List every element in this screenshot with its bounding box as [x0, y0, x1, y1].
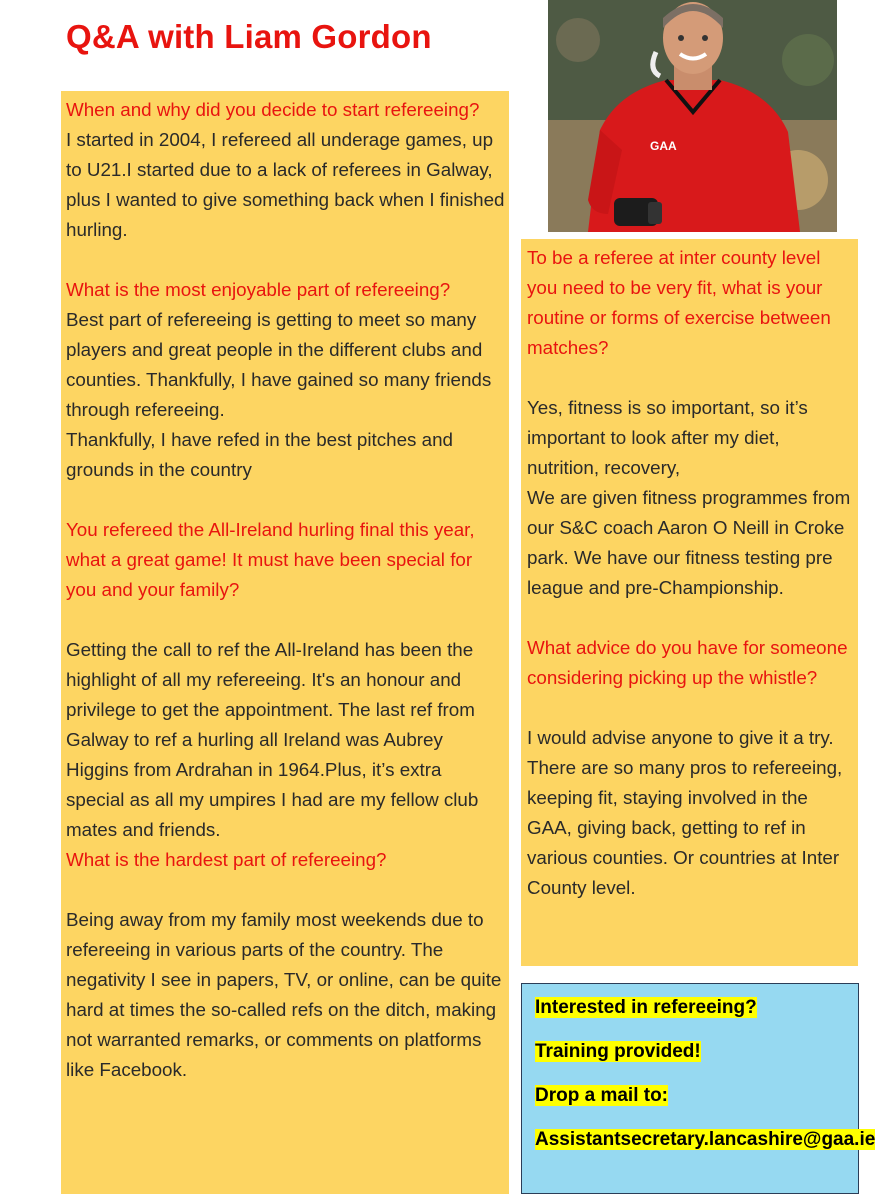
promo-line-interested: Interested in refereeing? [535, 997, 757, 1018]
referee-photo [548, 0, 837, 232]
question-advice: What advice do you have for someone considering picking up the whistle? [527, 637, 848, 688]
contact-email[interactable]: Assistantsecretary.lancashire@gaa.ie [535, 1129, 876, 1150]
page-title: Q&A with Liam Gordon [66, 18, 432, 55]
referee-illustration [548, 0, 837, 232]
left-qa-column [61, 91, 509, 1194]
question-all-ireland: You refereed the All-Ireland hurling final this year, what a great game! It must have been special for you and your family? [66, 519, 475, 600]
answer-advice: I would advise anyone to give it a try. There are so many pros to refereeing, keeping fit, staying involved in the GAA, giving back, getting to ref in various counties. Or countries at Inter County level. [527, 727, 843, 898]
question-start: When and why did you decide to start refereeing? [66, 99, 480, 120]
answer-enjoyable-2: Thankfully, I have refed in the best pitches and grounds in the country [66, 429, 453, 480]
recruitment-box [521, 983, 876, 1194]
question-hardest: What is the hardest part of refereeing? [66, 849, 387, 870]
answer-all-ireland: Getting the call to ref the All-Ireland has been the highlight of all my refereeing. It's an honour and privilege to get the appointment. The last ref from Galway to ref a hurling all Ireland was Aubrey Higgins from Ardrahan in 1964.Plus, it’s extra special as all my umpires I had are my fellow club mates and friends. [66, 639, 479, 840]
promo-line-training: Training provided! [535, 1041, 701, 1062]
jersey-logo: GAA [650, 139, 677, 153]
answer-enjoyable: Best part of refereeing is getting to meet so many players and great people in the different clubs and counties. Thankfully, I have gained so many friends through refereeing. [66, 309, 492, 420]
question-fitness: To be a referee at inter county level you need to be very fit, what is your routine or forms of exercise between matches? [527, 247, 831, 358]
answer-start: I started in 2004, I refereed all underage games, up to U21.I started due to a lack of referees in Galway, plus I wanted to give something back when I finished hurling. [66, 129, 505, 240]
right-qa-column [521, 239, 858, 966]
answer-fitness-2: We are given fitness programmes from our S&C coach Aaron O Neill in Croke park. We have our fitness testing pre league and pre-Championship. [527, 487, 851, 598]
answer-hardest: Being away from my family most weekends due to refereeing in various parts of the country. The negativity I see in papers, TV, or online, can be quite hard at times the so-called refs on the ditch, making not warranted remarks, or comments on platforms like Facebook. [66, 909, 502, 1080]
answer-fitness: Yes, fitness is so important, so it’s important to look after my diet, nutrition, recovery, [527, 397, 808, 478]
question-enjoyable: What is the most enjoyable part of refereeing? [66, 279, 451, 300]
promo-line-mail: Drop a mail to: [535, 1085, 669, 1106]
